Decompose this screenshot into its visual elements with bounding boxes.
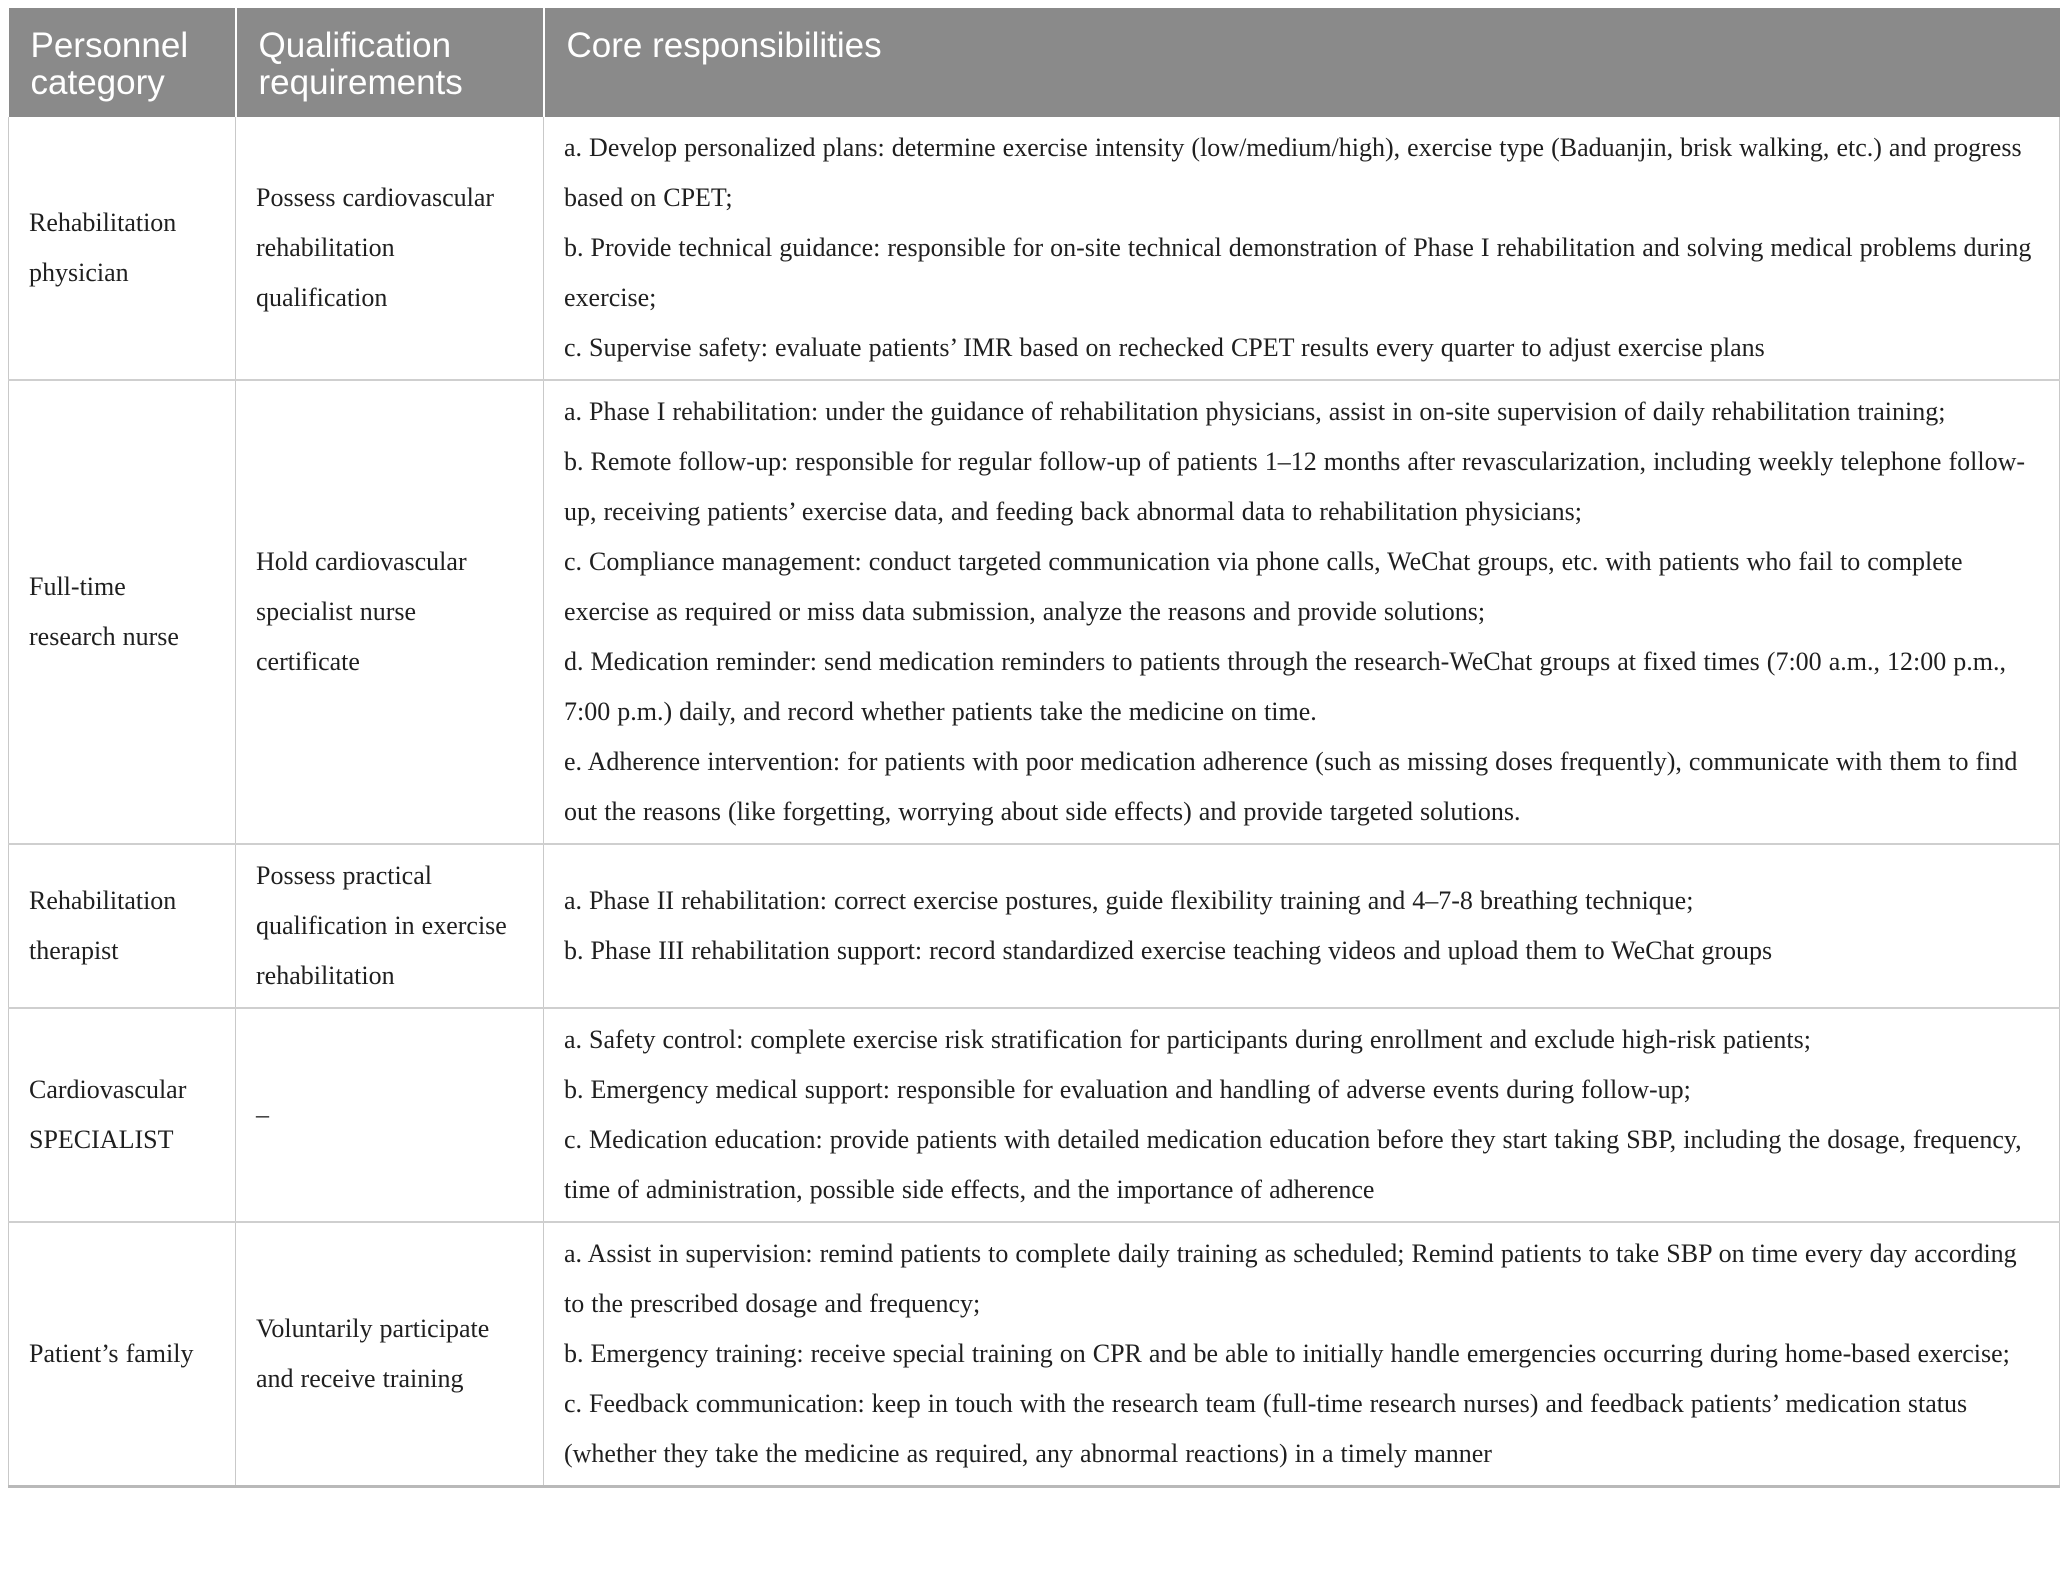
responsibilities-cell <box>544 380 2060 844</box>
responsibility-item: e. Adherence intervention: for patients with poor medication adherence (such as missing doses frequently), communicate with them to find out the reasons (like forgetting, worrying about side effects) and provide targeted solutions. <box>564 747 2018 827</box>
responsibility-item: d. Medication reminder: send medication reminders to patients through the research-WeChat groups at fixed times (7:00 a.m., 12:00 p.m., 7:00 p.m.) daily, and record whether patients take the medicine on time. <box>564 647 2006 727</box>
responsibility-item: b. Provide technical guidance: responsible for on-site technical demonstration of Phase I rehabilitation and solving medical problems during exercise; <box>564 233 2032 313</box>
table-body <box>9 117 2060 1487</box>
responsibility-item: b. Phase III rehabilitation support: record standardized exercise teaching videos and upload them to WeChat groups <box>564 936 1773 966</box>
responsibilities-cell <box>544 1222 2060 1487</box>
responsibility-item: c. Medication education: provide patients with detailed medication education before they start taking SBP, including the dosage, frequency, time of administration, possible side effects, and the importance of adherence <box>564 1125 2022 1205</box>
responsibility-item: a. Safety control: complete exercise risk stratification for participants during enrollment and exclude high-risk patients; <box>564 1025 1811 1055</box>
responsibilities-cell <box>544 844 2060 1008</box>
table-row <box>9 380 2060 844</box>
responsibilities-cell <box>544 1008 2060 1222</box>
personnel-table <box>8 8 2060 1488</box>
responsibility-item: a. Develop personalized plans: determine exercise intensity (low/medium/high), exercise type (Baduanjin, brisk walking, etc.) and progress based on CPET; <box>564 133 2022 213</box>
table-row <box>9 1222 2060 1487</box>
header-qualification-requirements: Qualification requirements <box>236 8 544 117</box>
responsibility-item: a. Phase II rehabilitation: correct exercise postures, guide flexibility training and 4–7-8 breathing technique; <box>564 886 1694 916</box>
personnel-category-cell: Cardiovascular SPECIALIST <box>9 1008 236 1222</box>
responsibility-item: b. Emergency training: receive special training on CPR and be able to initially handle emergencies occurring during home-based exercise; <box>564 1339 2010 1369</box>
personnel-category-cell: Full-time research nurse <box>9 380 236 844</box>
table-row <box>9 844 2060 1008</box>
responsibility-item: b. Remote follow-up: responsible for regular follow-up of patients 1–12 months after revascularization, including weekly telephone follow-up, receiving patients’ exercise data, and feeding back abnormal data to rehabilitation physicians; <box>564 447 2026 527</box>
responsibility-item: c. Compliance management: conduct targeted communication via phone calls, WeChat groups, etc. with patients who fail to complete exercise as required or miss data submission, analyze the reasons and provide solutions; <box>564 547 1963 627</box>
table-row <box>9 1008 2060 1222</box>
responsibilities-cell <box>544 117 2060 380</box>
qualification-cell: – <box>236 1008 544 1222</box>
header-core-responsibilities: Core responsibilities <box>544 8 2060 117</box>
responsibility-item: c. Supervise safety: evaluate patients’ IMR based on rechecked CPET results every quarter to adjust exercise plans <box>564 333 1765 363</box>
responsibility-item: a. Assist in supervision: remind patients to complete daily training as scheduled; Remind patients to take SBP on time every day according to the prescribed dosage and frequency; <box>564 1239 2017 1319</box>
personnel-category-cell: Rehabilitation therapist <box>9 844 236 1008</box>
table-row <box>9 117 2060 380</box>
personnel-category-cell: Rehabilitation physician <box>9 117 236 380</box>
header-personnel-category: Personnel category <box>9 8 236 117</box>
responsibility-item: b. Emergency medical support: responsible for evaluation and handling of adverse events during follow-up; <box>564 1075 1691 1105</box>
table-header-row <box>9 8 2060 117</box>
personnel-category-cell: Patient’s family <box>9 1222 236 1487</box>
responsibility-item: c. Feedback communication: keep in touch with the research team (full-time research nurses) and feedback patients’ medication status (whether they take the medicine as required, any abnormal reactions) in a timely manner <box>564 1389 1968 1469</box>
qualification-cell: Voluntarily participate and receive training <box>236 1222 544 1487</box>
qualification-cell: Hold cardiovascular specialist nurse certificate <box>236 380 544 844</box>
qualification-cell: Possess practical qualification in exercise rehabilitation <box>236 844 544 1008</box>
qualification-cell: Possess cardiovascular rehabilitation qualification <box>236 117 544 380</box>
responsibility-item: a. Phase I rehabilitation: under the guidance of rehabilitation physicians, assist in on-site supervision of daily rehabilitation training; <box>564 397 1946 427</box>
